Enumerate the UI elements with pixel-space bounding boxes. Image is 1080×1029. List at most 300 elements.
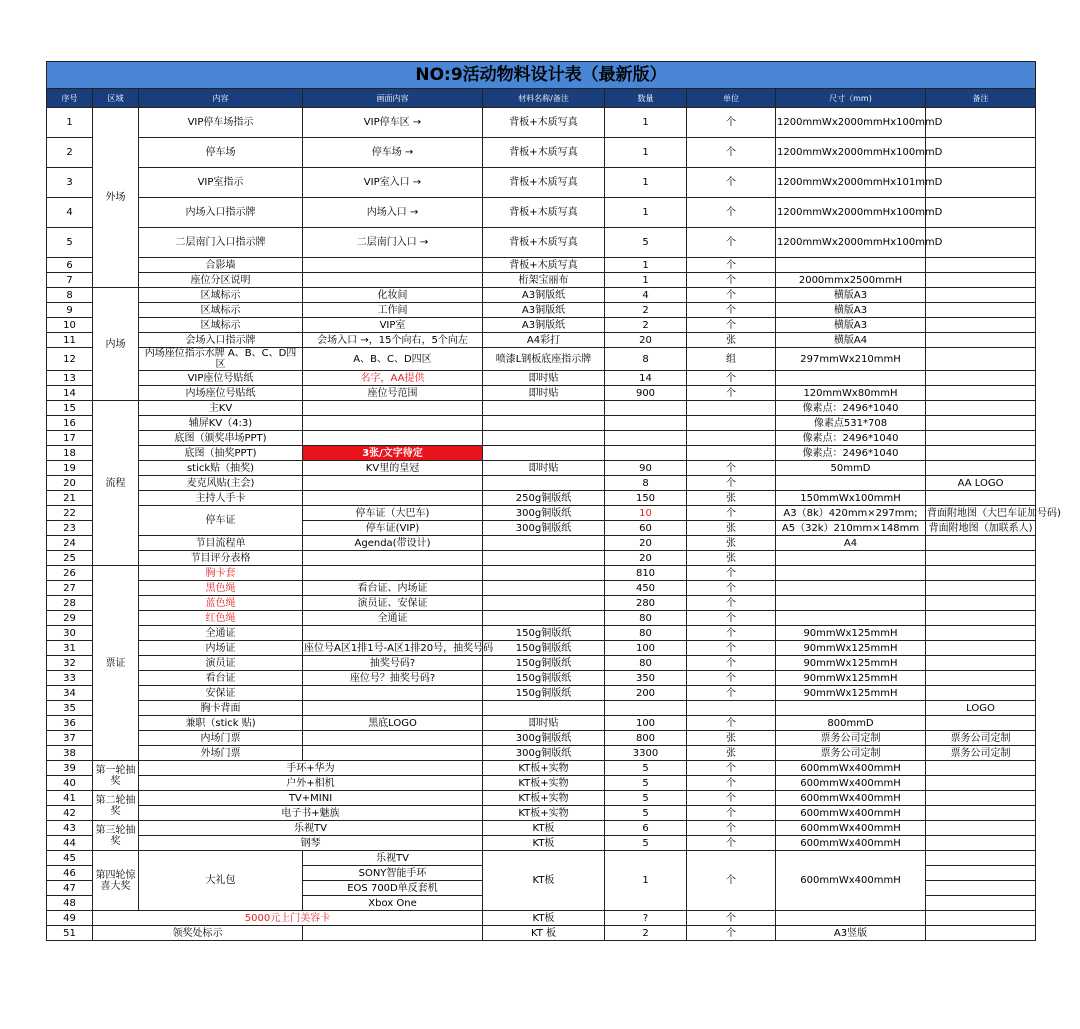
- content-cell: 兼职（stick 贴): [139, 716, 303, 731]
- size-cell: A3（8k）420mm×297mm;: [776, 506, 926, 521]
- row-number: 40: [47, 776, 93, 791]
- quantity-cell: 1: [605, 258, 687, 273]
- size-cell: 横版A3: [776, 288, 926, 303]
- row-number: 14: [47, 386, 93, 401]
- table-row: [47, 761, 1036, 776]
- row-number: 16: [47, 416, 93, 431]
- header-row: [47, 89, 1036, 108]
- material-cell: 300g铜版纸: [483, 506, 605, 521]
- row-number: 45: [47, 851, 93, 866]
- quantity-cell: 5: [605, 228, 687, 258]
- table-row: [47, 491, 1036, 506]
- note-cell: [926, 536, 1036, 551]
- note-cell: [926, 288, 1036, 303]
- material-cell: 即时贴: [483, 461, 605, 476]
- quantity-cell: [605, 431, 687, 446]
- unit-cell: 个: [687, 671, 776, 686]
- quantity-cell: 450: [605, 581, 687, 596]
- unit-cell: 个: [687, 821, 776, 836]
- table-row: [47, 138, 1036, 168]
- unit-cell: 个: [687, 806, 776, 821]
- content-cell: 区域标示: [139, 288, 303, 303]
- quantity-cell: 1: [605, 273, 687, 288]
- row-number: 4: [47, 198, 93, 228]
- screen-content-cell: [303, 701, 483, 716]
- note-cell: [926, 806, 1036, 821]
- table-row: [47, 911, 1036, 926]
- row-number: 29: [47, 611, 93, 626]
- note-cell: [926, 581, 1036, 596]
- column-header: 画面内容: [303, 89, 483, 108]
- quantity-cell: 2: [605, 926, 687, 941]
- row-number: 35: [47, 701, 93, 716]
- quantity-cell: 1: [605, 138, 687, 168]
- quantity-cell: 80: [605, 656, 687, 671]
- row-number: 28: [47, 596, 93, 611]
- quantity-cell: 5: [605, 776, 687, 791]
- size-cell: [776, 581, 926, 596]
- quantity-cell: 800: [605, 731, 687, 746]
- column-header: 尺寸（mm): [776, 89, 926, 108]
- note-cell: [926, 656, 1036, 671]
- unit-cell: 个: [687, 168, 776, 198]
- column-header: 序号: [47, 89, 93, 108]
- size-cell: 600mmWx400mmH: [776, 836, 926, 851]
- content-cell: 会场入口指示牌: [139, 333, 303, 348]
- table-row: [47, 746, 1036, 761]
- unit-cell: 个: [687, 851, 776, 911]
- prize-item-cell: EOS 700D单反套机: [303, 881, 483, 896]
- content-cell: 区域标示: [139, 318, 303, 333]
- table-row: [47, 333, 1036, 348]
- quantity-cell: 100: [605, 716, 687, 731]
- unit-cell: 个: [687, 611, 776, 626]
- quantity-cell: 5: [605, 761, 687, 776]
- quantity-cell: 10: [605, 506, 687, 521]
- table-row: [47, 431, 1036, 446]
- note-cell: [926, 896, 1036, 911]
- size-cell: 1200mmWx2000mmHx100mmD: [776, 228, 926, 258]
- table-row: [47, 626, 1036, 641]
- screen-content-cell: [303, 566, 483, 581]
- content-cell: 全通证: [139, 626, 303, 641]
- note-cell: LOGO: [926, 701, 1036, 716]
- note-cell: [926, 108, 1036, 138]
- unit-cell: 个: [687, 836, 776, 851]
- row-number: 2: [47, 138, 93, 168]
- material-cell: A3铜版纸: [483, 288, 605, 303]
- note-cell: AA LOGO: [926, 476, 1036, 491]
- table-row: [47, 566, 1036, 581]
- note-cell: [926, 446, 1036, 461]
- quantity-cell: 1: [605, 108, 687, 138]
- size-cell: 像素点：2496*1040: [776, 446, 926, 461]
- row-number: 26: [47, 566, 93, 581]
- row-number: 5: [47, 228, 93, 258]
- note-cell: [926, 401, 1036, 416]
- table-row: [47, 716, 1036, 731]
- note-cell: [926, 138, 1036, 168]
- table-row: [47, 551, 1036, 566]
- row-number: 31: [47, 641, 93, 656]
- content-cell: 看台证: [139, 671, 303, 686]
- content-cell: 钢琴: [139, 836, 483, 851]
- quantity-cell: 2: [605, 303, 687, 318]
- row-number: 47: [47, 881, 93, 896]
- row-number: 30: [47, 626, 93, 641]
- unit-cell: 个: [687, 138, 776, 168]
- material-cell: A4彩打: [483, 333, 605, 348]
- screen-content-cell: 座位号A区1排1号-A区1排20号，抽奖号码: [304, 642, 494, 654]
- note-cell: [926, 671, 1036, 686]
- table-row: [47, 228, 1036, 258]
- row-number: 38: [47, 746, 93, 761]
- quantity-cell: 200: [605, 686, 687, 701]
- zone-label: 第四轮惊喜大奖: [93, 851, 139, 911]
- content-cell: 辅屏KV（4:3): [139, 416, 303, 431]
- unit-cell: 张: [687, 521, 776, 536]
- size-cell: 像素点：2496*1040: [776, 431, 926, 446]
- content-cell: 胸卡背面: [139, 701, 303, 716]
- table-row: [47, 686, 1036, 701]
- material-cell: 150g铜版纸: [483, 671, 605, 686]
- note-cell: [926, 386, 1036, 401]
- content-cell: TV+MINI: [139, 791, 483, 806]
- note-cell: [926, 641, 1036, 656]
- quantity-cell: 150: [605, 491, 687, 506]
- note-cell: [926, 851, 1036, 866]
- material-cell: 即时贴: [483, 386, 605, 401]
- screen-content-cell: 化妆间: [303, 288, 483, 303]
- content-cell: 电子书+魅族: [139, 806, 483, 821]
- unit-cell: 个: [687, 108, 776, 138]
- material-cell: KT板: [483, 851, 605, 911]
- row-number: 3: [47, 168, 93, 198]
- table-row: [47, 476, 1036, 491]
- material-cell: [483, 431, 605, 446]
- quantity-cell: 810: [605, 566, 687, 581]
- screen-content-cell: [303, 746, 483, 761]
- table-row: [47, 198, 1036, 228]
- table-row: [47, 611, 1036, 626]
- table-row: [47, 656, 1036, 671]
- material-cell: 即时贴: [483, 371, 605, 386]
- screen-content-cell: [303, 258, 483, 273]
- screen-content-cell: 黑底LOGO: [303, 716, 483, 731]
- unit-cell: [687, 416, 776, 431]
- quantity-cell: 5: [605, 791, 687, 806]
- table-row: [47, 273, 1036, 288]
- table-row: [47, 288, 1036, 303]
- size-cell: 600mmWx400mmH: [776, 791, 926, 806]
- content-cell: 内场门票: [139, 731, 303, 746]
- note-cell: [926, 431, 1036, 446]
- row-number: 21: [47, 491, 93, 506]
- table-row: [47, 258, 1036, 273]
- screen-content-cell: VIP停车区 →: [303, 108, 483, 138]
- table-row: [47, 401, 1036, 416]
- table-row: [47, 506, 1036, 521]
- content-cell: VIP座位号贴纸: [139, 371, 303, 386]
- content-cell: 主KV: [139, 401, 303, 416]
- size-cell: 1200mmWx2000mmHx101mmD: [776, 168, 926, 198]
- quantity-cell: ?: [605, 911, 687, 926]
- content-cell: 5000元上门美容卡: [93, 911, 483, 926]
- unit-cell: 个: [687, 228, 776, 258]
- note-cell: [926, 333, 1036, 348]
- table-row: [47, 371, 1036, 386]
- quantity-cell: 3300: [605, 746, 687, 761]
- table-row: [47, 581, 1036, 596]
- content-cell: 外场门票: [139, 746, 303, 761]
- screen-content-cell: [303, 731, 483, 746]
- content-cell: 底图（抽奖PPT): [139, 446, 303, 461]
- unit-cell: 个: [687, 596, 776, 611]
- prize-item-cell: 乐视TV: [303, 851, 483, 866]
- content-cell: 节目评分表格: [139, 551, 303, 566]
- material-cell: 150g铜版纸: [483, 626, 605, 641]
- screen-content-cell: 全通证: [303, 611, 483, 626]
- unit-cell: 个: [687, 641, 776, 656]
- content-cell: VIP停车场指示: [139, 108, 303, 138]
- size-cell: A3竖版: [776, 926, 926, 941]
- row-number: 42: [47, 806, 93, 821]
- unit-cell: 个: [687, 461, 776, 476]
- note-cell: [926, 881, 1036, 896]
- quantity-cell: 14: [605, 371, 687, 386]
- note-cell: [926, 866, 1036, 881]
- material-cell: KT板+实物: [483, 806, 605, 821]
- row-number: 11: [47, 333, 93, 348]
- note-cell: [926, 566, 1036, 581]
- row-number: 19: [47, 461, 93, 476]
- unit-cell: 个: [687, 318, 776, 333]
- unit-cell: 个: [687, 476, 776, 491]
- screen-content-cell: 停车场 →: [303, 138, 483, 168]
- quantity-cell: 90: [605, 461, 687, 476]
- quantity-cell: 280: [605, 596, 687, 611]
- material-cell: A3铜版纸: [483, 318, 605, 333]
- screen-content-cell: 会场入口 →，15个向右，5个向左: [303, 333, 483, 348]
- content-cell: 麦克风贴(主会): [139, 476, 303, 491]
- content-cell: 二层南门入口指示牌: [139, 228, 303, 258]
- material-cell: 背板+木质写真: [483, 228, 605, 258]
- size-cell: A5（32k）210mm×148mm: [776, 521, 926, 536]
- content-cell: 主持人手卡: [139, 491, 303, 506]
- zone-label: 票证: [93, 566, 139, 761]
- material-cell: KT板: [483, 821, 605, 836]
- screen-content-cell: [303, 626, 483, 641]
- column-header: 备注: [926, 89, 1036, 108]
- table-row: [47, 536, 1036, 551]
- quantity-cell: 2: [605, 318, 687, 333]
- screen-content-cell: [303, 416, 483, 431]
- screen-content-cell: [303, 686, 483, 701]
- note-cell: 票务公司定制: [926, 731, 1036, 746]
- note-cell: [926, 198, 1036, 228]
- unit-cell: 个: [687, 506, 776, 521]
- unit-cell: 个: [687, 911, 776, 926]
- size-cell: 横版A3: [776, 318, 926, 333]
- table-row: [47, 461, 1036, 476]
- quantity-cell: 8: [605, 476, 687, 491]
- row-number: 46: [47, 866, 93, 881]
- table-row: [47, 806, 1036, 821]
- size-cell: 1200mmWx2000mmHx100mmD: [776, 198, 926, 228]
- note-cell: [926, 686, 1036, 701]
- quantity-cell: 8: [605, 348, 687, 371]
- row-number: 49: [47, 911, 93, 926]
- content-cell: 停车场: [139, 138, 303, 168]
- note-cell: [926, 258, 1036, 273]
- row-number: 20: [47, 476, 93, 491]
- screen-content-cell: 二层南门入口 →: [303, 228, 483, 258]
- note-cell: [926, 303, 1036, 318]
- unit-cell: 组: [687, 348, 776, 371]
- table-row: [47, 416, 1036, 431]
- row-number: 9: [47, 303, 93, 318]
- screen-content-cell: A、B、C、D四区: [303, 348, 483, 371]
- content-cell: 停车证: [139, 506, 303, 536]
- material-cell: 300g铜版纸: [483, 746, 605, 761]
- material-cell: A3铜版纸: [483, 303, 605, 318]
- material-cell: 150g铜版纸: [483, 656, 605, 671]
- quantity-cell: 4: [605, 288, 687, 303]
- size-cell: 800mmD: [776, 716, 926, 731]
- note-cell: [926, 836, 1036, 851]
- row-number: 23: [47, 521, 93, 536]
- note-cell: [926, 371, 1036, 386]
- screen-content-cell: Agenda(带设计): [303, 536, 483, 551]
- note-cell: [926, 318, 1036, 333]
- screen-content-cell: [303, 273, 483, 288]
- material-cell: KT板: [483, 911, 605, 926]
- screen-content-cell: 座位号？抽奖号码?: [303, 671, 483, 686]
- material-cell: [483, 536, 605, 551]
- table-row: [47, 701, 1036, 716]
- note-cell: 背面附地图（大巴车证加号码): [927, 507, 1061, 519]
- note-cell: [926, 791, 1036, 806]
- content-cell: 蓝色绳: [139, 596, 303, 611]
- quantity-cell: 350: [605, 671, 687, 686]
- size-cell: [776, 566, 926, 581]
- content-cell: 底图（颁奖串场PPT): [139, 431, 303, 446]
- size-cell: 票务公司定制: [776, 746, 926, 761]
- unit-cell: 个: [687, 303, 776, 318]
- material-cell: [483, 581, 605, 596]
- material-cell: KT 板: [483, 926, 605, 941]
- table-row: [47, 851, 1036, 866]
- unit-cell: 个: [687, 776, 776, 791]
- content-cell: 大礼包: [139, 851, 303, 911]
- material-cell: 桁架宝丽布: [483, 273, 605, 288]
- screen-content-cell: [303, 401, 483, 416]
- content-cell: VIP室指示: [139, 168, 303, 198]
- material-cell: 250g铜版纸: [483, 491, 605, 506]
- note-cell: [926, 821, 1036, 836]
- unit-cell: 个: [687, 626, 776, 641]
- material-cell: KT板+实物: [483, 791, 605, 806]
- quantity-cell: 1: [605, 198, 687, 228]
- content-cell: 手环+华为: [139, 761, 483, 776]
- size-cell: 600mmWx400mmH: [776, 851, 926, 911]
- size-cell: 1200mmWx2000mmHx100mmD: [776, 108, 926, 138]
- row-number: 51: [47, 926, 93, 941]
- note-cell: [926, 273, 1036, 288]
- material-cell: 背板+木质写真: [483, 258, 605, 273]
- screen-content-cell: 工作间: [303, 303, 483, 318]
- zone-label: 第三轮抽奖: [93, 821, 139, 851]
- zone-label: 流程: [93, 401, 139, 566]
- note-cell: [926, 926, 1036, 941]
- size-cell: 600mmWx400mmH: [776, 776, 926, 791]
- unit-cell: 个: [687, 288, 776, 303]
- size-cell: 横版A4: [776, 333, 926, 348]
- quantity-cell: 5: [605, 836, 687, 851]
- screen-content-cell: [303, 491, 483, 506]
- unit-cell: 个: [687, 198, 776, 228]
- table-row: [47, 348, 1036, 371]
- material-cell: 300g铜版纸: [483, 731, 605, 746]
- content-cell: 内场证: [139, 641, 303, 656]
- size-cell: [776, 911, 926, 926]
- unit-cell: 张: [687, 333, 776, 348]
- screen-content-cell: [303, 476, 483, 491]
- note-cell: [926, 228, 1036, 258]
- unit-cell: 个: [687, 791, 776, 806]
- quantity-cell: 5: [605, 806, 687, 821]
- row-number: 17: [47, 431, 93, 446]
- table-row: [47, 641, 1036, 656]
- row-number: 39: [47, 761, 93, 776]
- prize-item-cell: Xbox One: [303, 896, 483, 911]
- note-cell: [926, 596, 1036, 611]
- unit-cell: 个: [687, 686, 776, 701]
- content-cell: 乐视TV: [139, 821, 483, 836]
- unit-cell: 个: [687, 581, 776, 596]
- quantity-cell: 20: [605, 333, 687, 348]
- unit-cell: [687, 446, 776, 461]
- quantity-cell: 60: [605, 521, 687, 536]
- size-cell: [776, 551, 926, 566]
- size-cell: [776, 701, 926, 716]
- unit-cell: 张: [687, 551, 776, 566]
- quantity-cell: [605, 701, 687, 716]
- row-number: 48: [47, 896, 93, 911]
- material-cell: [483, 401, 605, 416]
- size-cell: 像素点：2496*1040: [776, 401, 926, 416]
- quantity-cell: 80: [605, 626, 687, 641]
- content-cell: 区域标示: [139, 303, 303, 318]
- row-number: 7: [47, 273, 93, 288]
- material-cell: [483, 416, 605, 431]
- content-cell: 座位分区说明: [139, 273, 303, 288]
- row-number: 8: [47, 288, 93, 303]
- screen-content-cell: 内场入口 →: [303, 198, 483, 228]
- size-cell: 90mmWx125mmH: [776, 686, 926, 701]
- zone-label: 第一轮抽奖: [93, 761, 139, 791]
- table-row: [47, 836, 1036, 851]
- sheet-title: NO:9活动物料设计表（最新版）: [47, 62, 1036, 89]
- screen-content-cell: [303, 431, 483, 446]
- unit-cell: 个: [687, 566, 776, 581]
- note-cell: 票务公司定制: [926, 746, 1036, 761]
- row-number: 13: [47, 371, 93, 386]
- row-number: 37: [47, 731, 93, 746]
- content-cell: 内场入口指示牌: [139, 198, 303, 228]
- table-row: [47, 108, 1036, 138]
- table-row: [47, 821, 1036, 836]
